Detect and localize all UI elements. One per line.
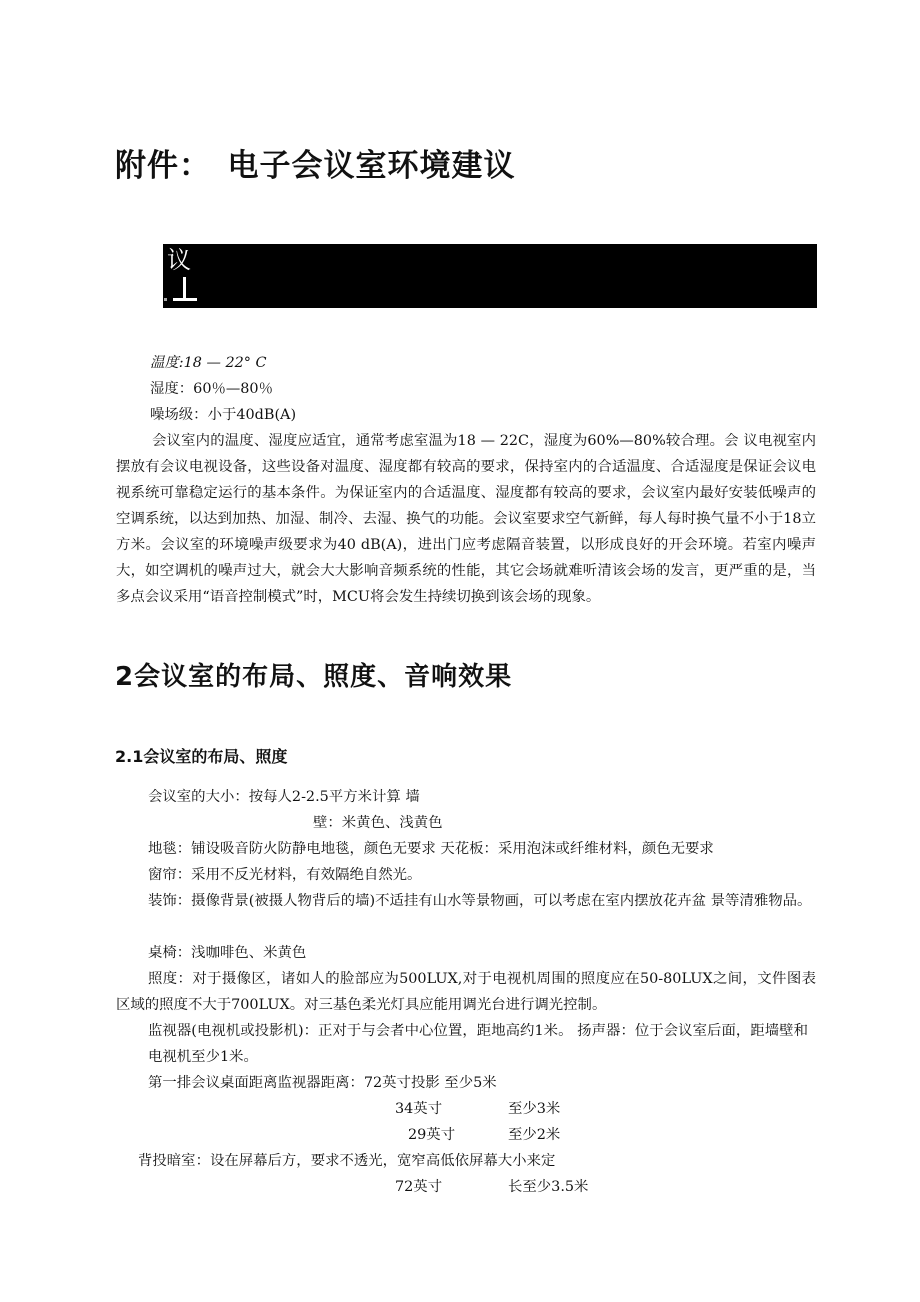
lighting-paragraph [116,966,816,1018]
rear-projection-line: 背投暗室：设在屏幕后方，要求不透光，宽窄高低依屏幕大小来定 [138,1153,556,1169]
wall-line: 壁：米黄色、浅黄色 [313,815,443,831]
distance-size-34: 34英寸 [395,1101,443,1117]
distance-size-29: 29英寸 [408,1127,456,1143]
decor-paragraph-text: 装饰：摄像背景(被摄人物背后的墙)不适挂有山水等景物画，可以考虑在室内摆放花卉盆 景等清雅物品。 [148,893,812,909]
curtain-line: 窗帘：采用不反光材料，有效隔绝自然光。 [148,867,422,883]
banner-dot [164,298,167,301]
distance-value-34: 至少3米 [508,1101,561,1117]
temperature-line: 温度:18 — 22° C [150,355,267,371]
decor-paragraph [116,888,816,914]
rear-size-72: 72英寸 [395,1179,443,1195]
humidity-line: 湿度：60％—80％ [150,381,273,397]
banner-character: 议 [167,246,191,274]
section-2-heading: 2会议室的布局、照度、音响效果 [115,662,513,692]
section-2-1-heading: 2.1会议室的布局、照度 [115,747,288,766]
noise-line: 噪场级：小于40dB(A) [150,407,297,423]
environment-paragraph-text: 会议室内的温度、湿度应适宜，通常考虑室温为18 — 22C，湿度为60%—80%较合理。会 议电视室内摆放有会议电视设备，这些设备对温度、湿度都有较高的要求，保持室内的合适温度、合适湿度是保证会议电视系统可靠稳定运行的基本条件。为保证室内的合适温度、湿度都有较高的要求，会议室内最好安装低噪声的空调系统，以达到加热、加湿、制冷、去湿、换气的功能。会议室要求空气新鲜，每人每时换气量不小于18立方米。会议室的环境噪声级要求为40 dB(A)，进出门应考虑隔音装置，以形成良好的开会环境。若室内噪声大，如空调机的噪声过大，就会大大影响音频系统的性能，其它会场就难听清该会场的发言，更严重的是，当多点会议采用“语音控制模式”时，MCU将会发生持续切换到该会场的现象。 [116,433,816,605]
distance-line: 第一排会议桌面距离监视器距离：72英寸投影 至少5米 [148,1075,497,1091]
banner-glyph-icon [173,277,195,301]
room-size-line: 会议室的大小：按每人2-2.5平方米计算 墙 [148,789,420,805]
black-banner [163,244,817,308]
monitor-paragraph [148,1018,808,1070]
environment-paragraph [116,428,816,610]
carpet-line: 地毯：铺设吸音防火防静电地毯，颜色无要求 天花板：采用泡沫或纤维材料，颜色无要求 [148,841,714,857]
monitor-paragraph-text: 监视器(电视机或投影机)：正对于与会者中心位置，距地高约1米。 扬声器：位于会议室后面，距墙壁和电视机至少1米。 [148,1023,808,1065]
furniture-line: 桌椅：浅咖啡色、米黄色 [148,945,307,961]
distance-value-29: 至少2米 [508,1127,561,1143]
page-title: 附件： 电子会议室环境建议 [115,148,516,184]
lighting-paragraph-text: 照度：对于摄像区，诸如人的脸部应为500LUX,对于电视机周围的照度应在50-80LUX之间，文件图表区域的照度不大于700LUX。对三基色柔光灯具应能用调光台进行调光控制。 [116,971,816,1013]
rear-value-72: 长至少3.5米 [508,1179,589,1195]
